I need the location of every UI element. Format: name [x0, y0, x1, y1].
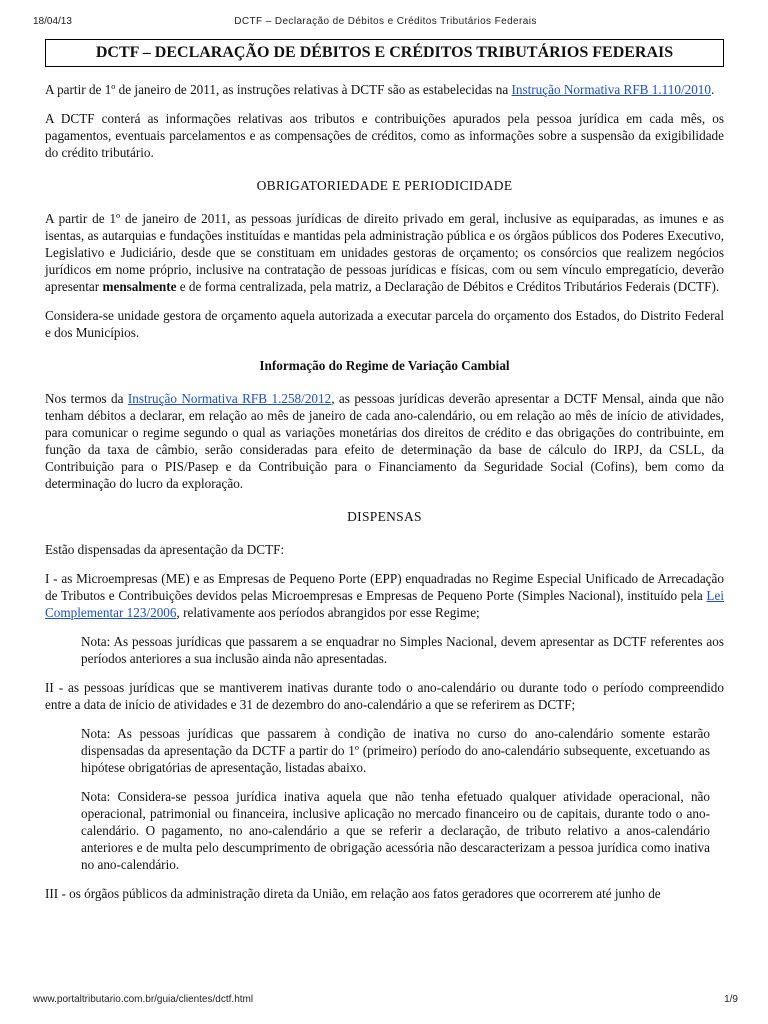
page-title: DCTF – DECLARAÇÃO DE DÉBITOS E CRÉDITOS TRIBUTÁRIOS FEDERAIS: [45, 39, 724, 67]
intro-end: .: [710, 82, 715, 97]
print-footer: [33, 994, 738, 1008]
obrigatoriedade-paragraph-2: Considera-se unidade gestora de orçamento aquela autorizada a executar parcela do orçamento dos Estados, do Distrito Federal e dos Municípios.: [45, 308, 724, 340]
intro-paragraph-2: A DCTF conterá as informações relativas aos tributos e contribuições apurados pela pessoa jurídica em cada mês, os pagamentos, eventuais parcelamentos e as compensações de créditos, como as informações sobre a suspensão da exigibilidade do crédito tributário.: [45, 111, 724, 160]
note-inativa-condicao: Nota: As pessoas jurídicas que passarem à condição de inativa no curso do ano-calendário somente estarão dispensadas da apresentação da DCTF a partir do 1º (primeiro) período do ano-calendário subsequente, excetuando as hipótese obrigatórias de apresentação, listadas abaixo.: [81, 726, 710, 775]
note-inativa-definicao: Nota: Considera-se pessoa jurídica inativa aquela que não tenha efetuado qualquer atividade operacional, não operacional, patrimonial ou financeira, inclusive aplicação no mercado financeiro ou de capitais, durante todo o ano-calendário. O pagamento, no ano-calendário a que se referir a declaração, de tributo relativo a anos-calendário anteriores e de multa pelo descumprimento de obrigação acessória não descaracterizam a pessoa jurídica como inativa no ano-calendário.: [81, 789, 710, 872]
dispensa-item-i: [45, 570, 724, 621]
document-body: [45, 39, 724, 902]
obrigatoriedade-paragraph-1: [45, 210, 724, 295]
section-heading-dispensas: DISPENSAS: [347, 509, 422, 524]
dispensa-i-end: , relativamente aos períodos abrangidos por esse Regime;: [176, 605, 480, 620]
dispensa-item-ii: II - as pessoas jurídicas que se mantiverem inativas durante todo o ano-calendário ou durante todo o período compreendido entre a data de início de atividades e 31 de dezembro do ano-calendário a que se referirem as DCTF;: [45, 680, 724, 712]
note-simples-nacional: Nota: As pessoas jurídicas que passarem a se enquadrar no Simples Nacional, devem apresentar as DCTF referentes aos períodos anteriores a sua inclusão ainda não apresentadas.: [81, 634, 724, 666]
dispensa-item-iii: III - os órgãos públicos da administração direta da União, em relação aos fatos geradores que ocorrerem até junho de: [45, 886, 661, 901]
dispensa-i-text: I - as Microempresas (ME) e as Empresas de Pequeno Porte (EPP) enquadradas no Regime Especial Unificado de Arrecadação de Tributos e Contribuições devidos pelas Microempresas e Empresas de Pequeno Porte (Simples Nacional), instituído pela: [45, 571, 724, 603]
page-number: 1/9: [724, 994, 738, 1005]
link-in-1258-2012[interactable]: Instrução Normativa RFB 1.258/2012: [127, 391, 332, 406]
print-date: 18/04/13: [33, 16, 72, 27]
obrigatoriedade-text-a: A partir de 1º de janeiro de 2011, as pessoas jurídicas de direito privado em geral, inclusive as equiparadas, as imunes e as isentas, as autarquias e fundações instituídas e mantidas pela administração pública e os órgãos públicos dos Poderes Executivo, Legislativo e Judiciário, desde que se constituam em unidades gestoras de orçamento; os consórcios que realizem negócios jurídicos em nome próprio, inclusive na contratação de pessoas jurídicas e físicas, com ou sem vínculo empregatício, deverão apresentar: [45, 211, 724, 294]
print-url: www.portaltributario.com.br/guia/clientes/dctf.html: [33, 994, 254, 1005]
mensalmente-emphasis: mensalmente: [102, 279, 177, 294]
link-lc-123-2006[interactable]: Lei Complementar 123/2006: [45, 588, 724, 620]
section-heading-variacao-cambial: Informação do Regime de Variação Cambial: [259, 358, 510, 373]
intro-paragraph-1: [45, 81, 724, 98]
intro-text: A partir de 1º de janeiro de 2011, as instruções relativas à DCTF são as estabelecidas na: [45, 82, 512, 97]
dispensas-intro: Estão dispensadas da apresentação da DCTF:: [45, 542, 285, 557]
link-in-1110-2010[interactable]: Instrução Normativa RFB 1.110/2010: [511, 82, 711, 97]
section-heading-obrigatoriedade: OBRIGATORIEDADE E PERIODICIDADE: [256, 178, 513, 193]
print-doc-title: DCTF – Declaração de Débitos e Créditos Tributários Federais: [234, 16, 537, 27]
print-header: [33, 16, 738, 30]
cambial-text-start: Nos termos da: [45, 391, 128, 406]
obrigatoriedade-text-b: e de forma centralizada, pela matriz, a Declaração de Débitos e Créditos Tributários Federais (DCTF).: [176, 279, 720, 294]
cambial-text-rest: , as pessoas jurídicas deverão apresentar a DCTF Mensal, ainda que não tenham débitos a declarar, em relação ao mês de janeiro de cada ano-calendário, ou em relação ao mês de início de atividades, para comunicar o regime segundo o qual as variações monetárias dos direitos de crédito e das obrigações do contribuinte, em função da taxa de câmbio, serão consideradas para efeito de determinação da base de cálculo do IRPJ, da CSLL, da Contribuição para o PIS/Pasep e da Contribuição para o Financiamento da Seguridade Social (Cofins), bem como da determinação do lucro da exploração.: [45, 391, 724, 491]
cambial-paragraph: [45, 390, 724, 492]
